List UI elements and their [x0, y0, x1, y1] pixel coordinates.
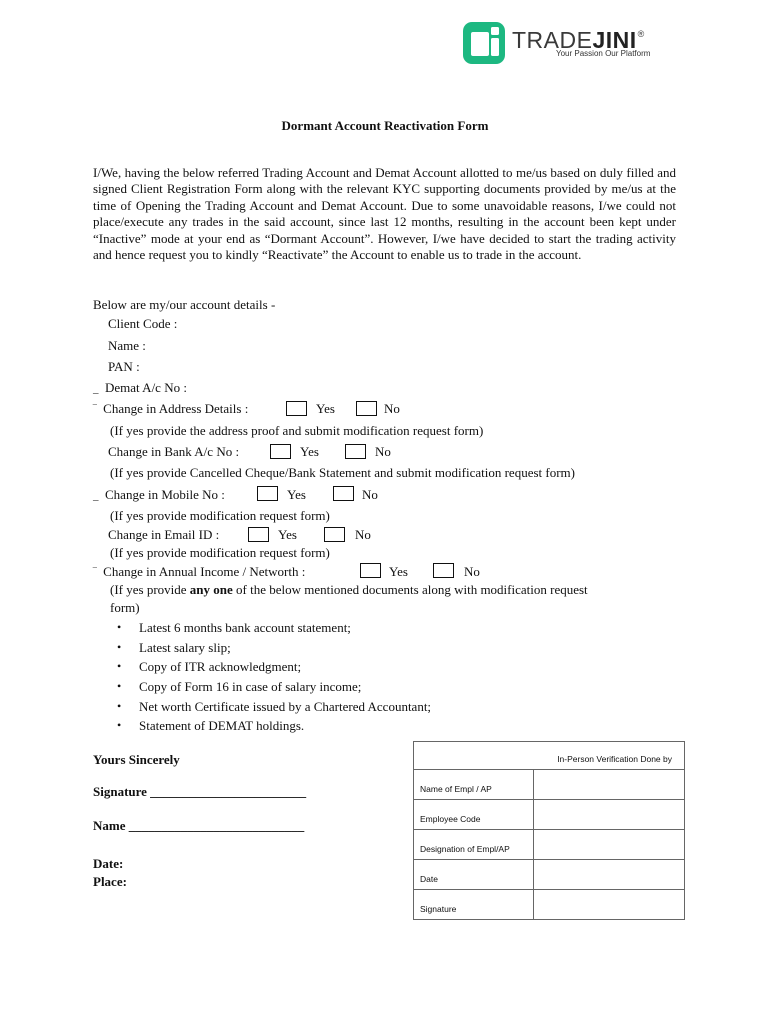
address-yes-checkbox[interactable] [286, 401, 307, 416]
list-item: • Copy of ITR acknowledgment; [108, 657, 668, 677]
income-yes-checkbox[interactable] [360, 563, 381, 578]
tradejini-logo [462, 21, 672, 65]
address-change-label: Change in Address Details : [103, 401, 249, 416]
name-line[interactable]: Name ___________________________ [93, 818, 305, 833]
list-item: • Latest salary slip; [108, 638, 668, 658]
table-row-label: Name of Empl / AP [414, 770, 534, 800]
list-item: • Copy of Form 16 in case of salary income; [108, 677, 668, 697]
address-change-row [93, 401, 248, 417]
verification-table [413, 741, 685, 920]
yours-sincerely: Yours Sincerely [93, 752, 180, 767]
date-label: Date: [93, 856, 124, 871]
details-heading: Below are my/our account details - [93, 297, 276, 312]
bank-yes-label: Yes [300, 444, 319, 459]
table-row-label: Date [414, 860, 534, 890]
email-no-label: No [355, 527, 371, 542]
dash-marker: _ [93, 490, 99, 502]
verification-input-cell[interactable] [534, 830, 685, 860]
address-change-note: (If yes provide the address proof and submit modification request form) [110, 423, 484, 438]
email-change-label: Change in Email ID : [108, 527, 220, 542]
mobile-yes-label: Yes [287, 487, 306, 502]
income-change-label: Change in Annual Income / Networth : [103, 564, 306, 579]
dash-marker: _ [93, 383, 99, 395]
intro-paragraph: I/We, having the below referred Trading Account and Demat Account allotted to me/us based on duly filled and signed Client Registration Form along with the relevant KYC supporting documents provided by me/us at the time of Opening the Trading Account and Demat Account. Due to some unavoidable reasons, I/we could not place/execute any trades in the said account, since last 12 months, resulting in the account been kept under “Inactive” mode at your end as “Dormant Account”. However, I/we have decided to start the trading activity and hence request you to kindly “Reactivate” the Account to enable us to trade in the account. [93, 165, 676, 263]
income-change-note: (If yes provide any one of the below mentioned documents along with modification request [110, 582, 588, 597]
verification-input-cell[interactable] [534, 770, 685, 800]
table-row-label: Employee Code [414, 800, 534, 830]
income-no-label: No [464, 564, 480, 579]
dash-marker: ‾ [93, 567, 97, 579]
demat-field: Demat A/c No : [105, 380, 187, 395]
list-item: • Statement of DEMAT holdings. [108, 716, 668, 736]
place-label: Place: [93, 874, 127, 889]
brand-name: TRADEJINI® [512, 27, 645, 53]
verification-input-cell[interactable] [534, 860, 685, 890]
mobile-yes-checkbox[interactable] [257, 486, 278, 501]
mobile-change-label: Change in Mobile No : [105, 487, 225, 502]
mobile-change-note: (If yes provide modification request form) [110, 508, 330, 523]
list-item: • Latest 6 months bank account statement; [108, 618, 668, 638]
income-yes-label: Yes [389, 564, 408, 579]
address-no-label: No [384, 401, 400, 416]
address-yes-label: Yes [316, 401, 335, 416]
email-no-checkbox[interactable] [324, 527, 345, 542]
income-change-row [93, 564, 305, 580]
mobile-no-label: No [362, 487, 378, 502]
mobile-no-checkbox[interactable] [333, 486, 354, 501]
bank-change-label: Change in Bank A/c No : [108, 444, 240, 459]
client-code-field: Client Code : [108, 316, 178, 331]
bank-no-checkbox[interactable] [345, 444, 366, 459]
bank-change-note: (If yes provide Cancelled Cheque/Bank Statement and submit modification request form) [110, 465, 575, 480]
dash-marker: ‾ [93, 404, 97, 416]
signature-line[interactable]: Signature ________________________ [93, 784, 307, 799]
list-item: • Net worth Certificate issued by a Chartered Accountant; [108, 697, 668, 717]
address-no-checkbox[interactable] [356, 401, 377, 416]
mobile-change-row [93, 487, 225, 503]
table-row-label: Designation of Empl/AP [414, 830, 534, 860]
form-title: Dormant Account Reactivation Form [281, 118, 489, 133]
table-row-label: Signature [414, 890, 534, 920]
pan-field: PAN : [108, 359, 140, 374]
tradejini-logo-mark-icon [462, 21, 506, 65]
demat-row [93, 380, 187, 396]
verification-input-cell[interactable] [534, 890, 685, 920]
verification-input-cell[interactable] [534, 800, 685, 830]
bank-yes-checkbox[interactable] [270, 444, 291, 459]
bank-no-label: No [375, 444, 391, 459]
email-yes-checkbox[interactable] [248, 527, 269, 542]
documents-list [108, 618, 668, 736]
brand-tagline: Your Passion Our Platform [556, 49, 651, 58]
income-change-note-cont: form) [110, 600, 140, 615]
email-yes-label: Yes [278, 527, 297, 542]
income-no-checkbox[interactable] [433, 563, 454, 578]
email-change-note: (If yes provide modification request form) [110, 545, 330, 560]
verification-header: In-Person Verification Done by [414, 742, 685, 770]
name-field: Name : [108, 338, 146, 353]
